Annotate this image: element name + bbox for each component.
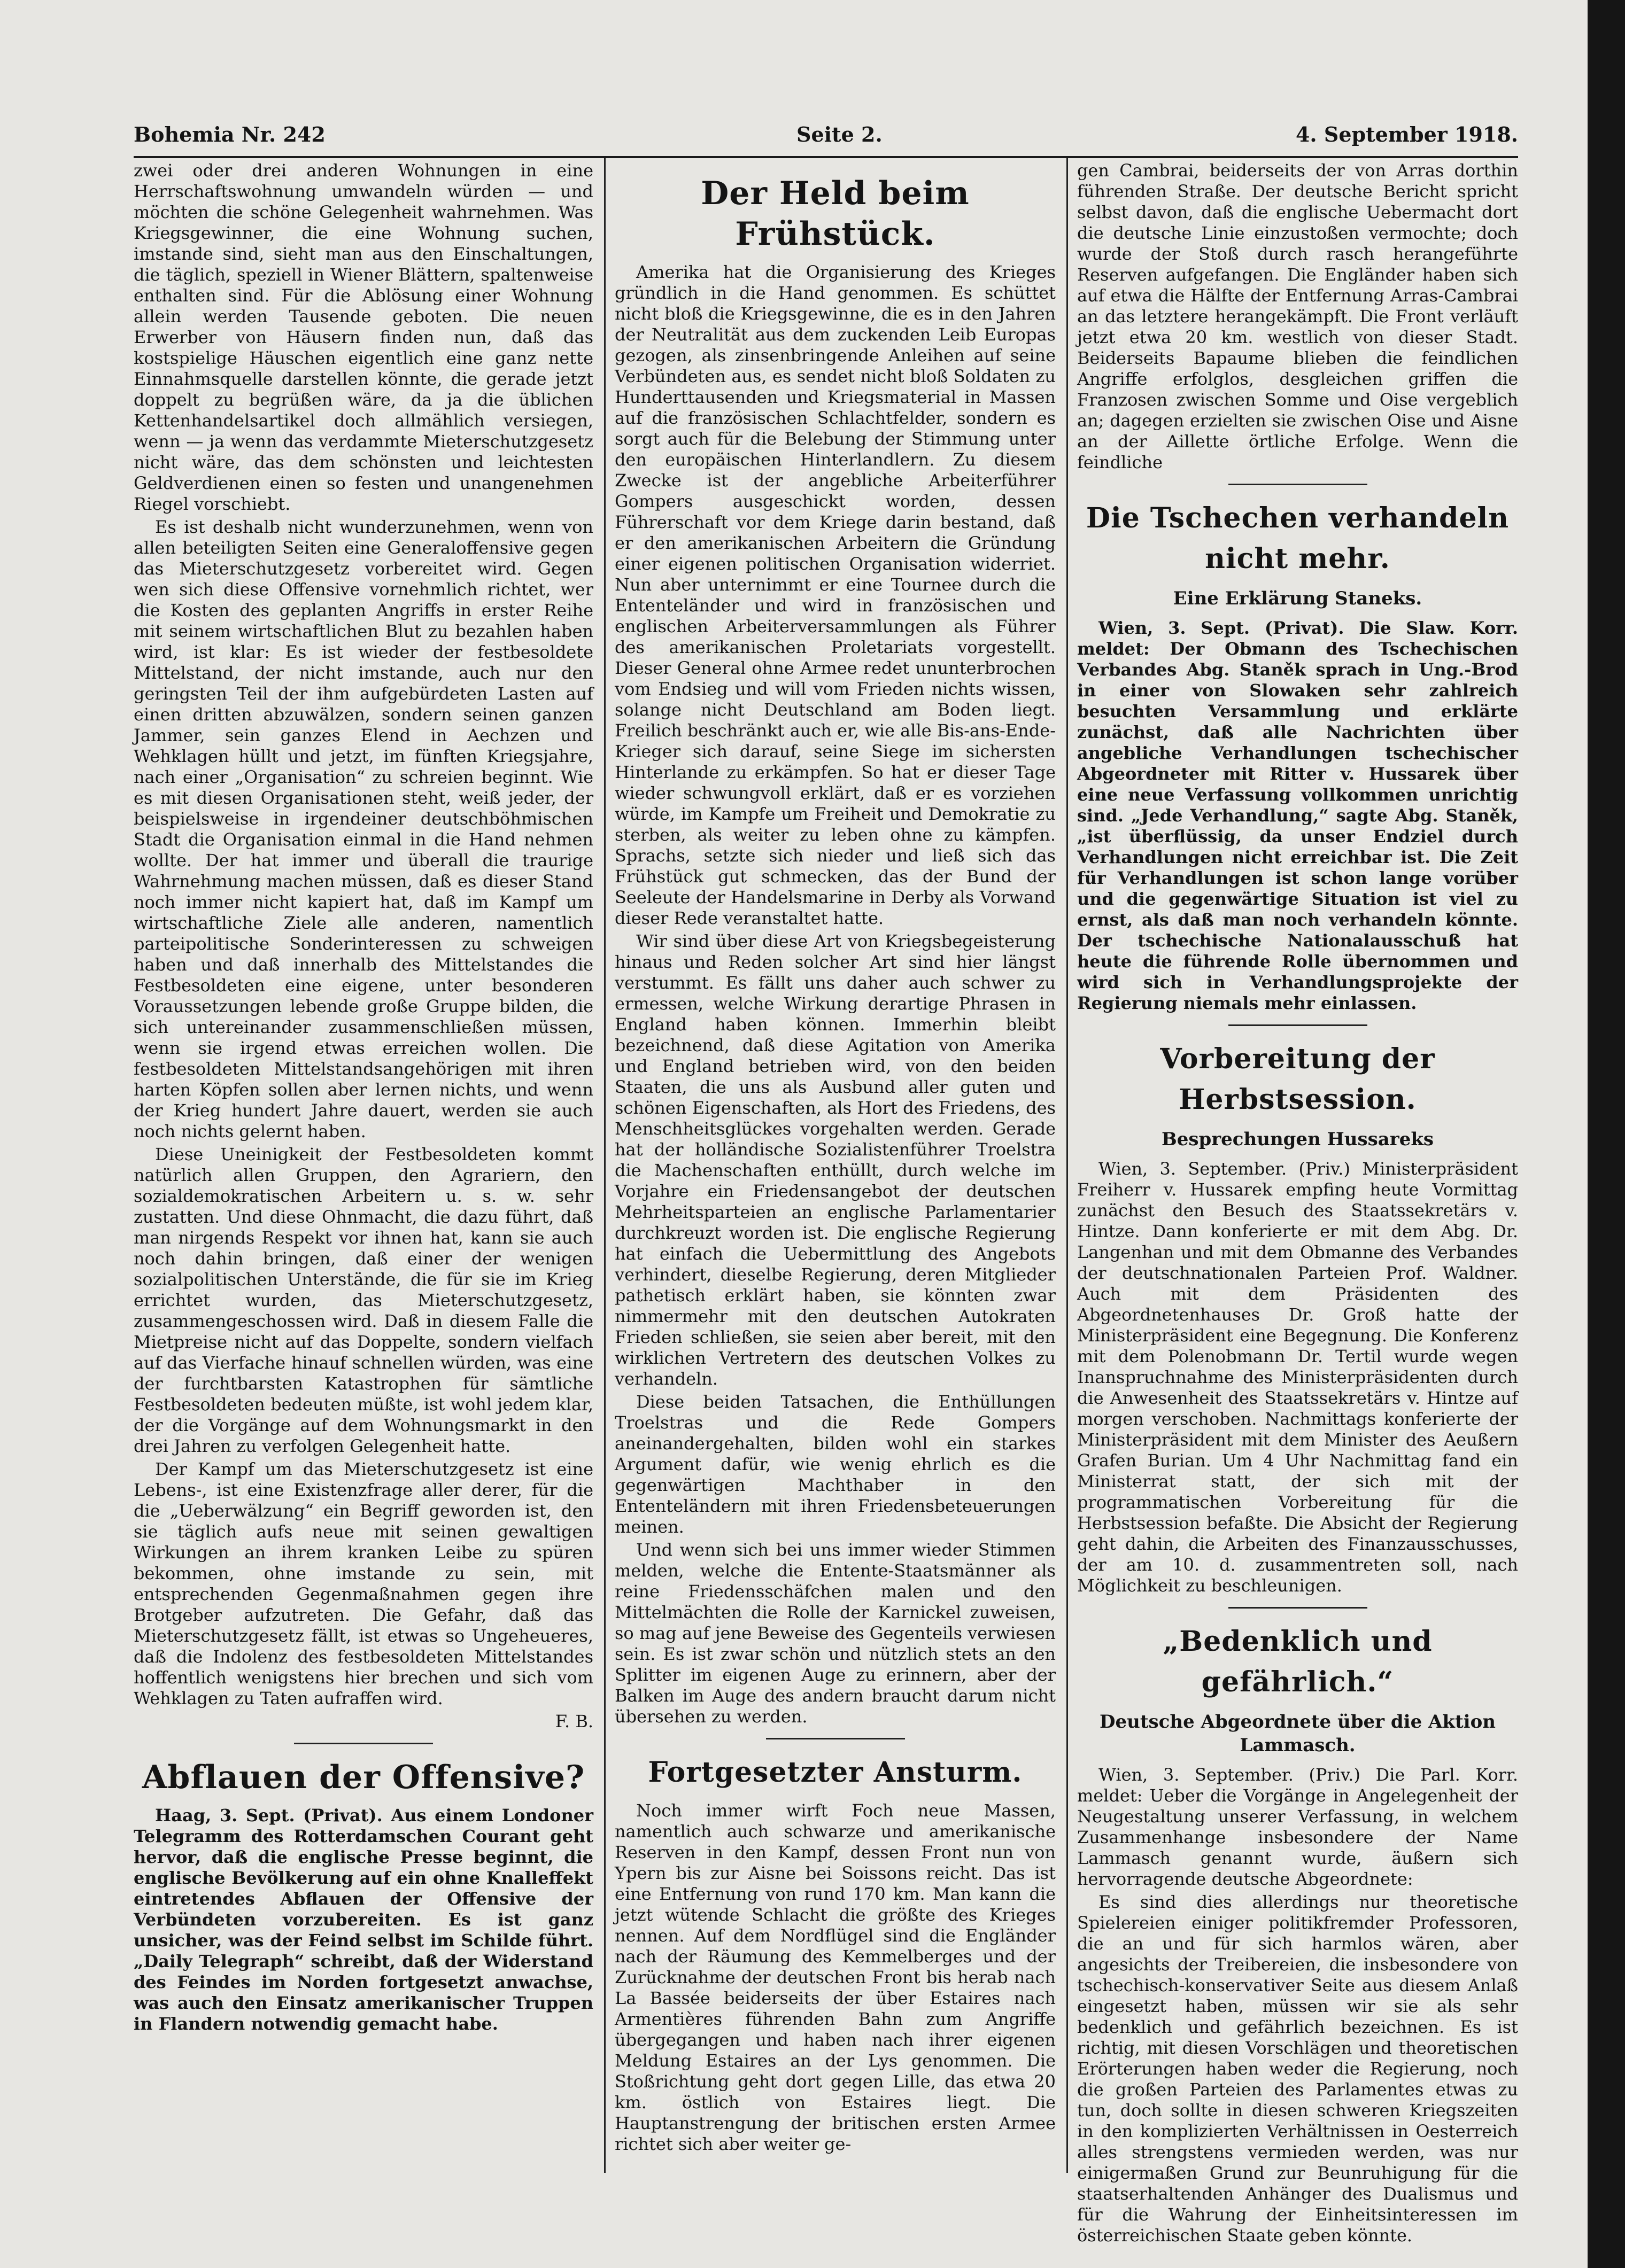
article-paragraph: Wir sind über diese Art von Kriegsbegeisterung hinaus und Reden solcher Art sind hier längst verstummt. Es fällt uns daher auch schwer zu ermessen, welche Wirkung derartige Phrasen in England haben können. Immerhin bleibt bezeichnend, daß diese Agitation von Amerika und England betrieben wird, von den beiden Staaten, die uns als Ausbund aller guten und schönen Eigenschaften, als Hort des Friedens, des Menschheitsglückes vorgehalten werden. Gerade hat der holländische Sozialistenführer Troelstra die Machenschaften enthüllt, durch welche im Vorjahre ein Friedensangebot der deutschen Mehrheitsparteien an englische Parlamentarier durchkreuzt worden ist. Die englische Regierung hat einfach die Uebermittlung des Angebots verhindert, dieselbe Regierung, deren Mitglieder pathetisch erklärt haben, sie könnten zwar nimmermehr mit den deutschen Autokraten Frieden schließen, sie seien aber bereit, mit den wirklichen Vertretern des deutschen Volkes zu verhandeln. bbox=[615, 931, 1056, 1389]
paper-title: Bohemia Nr. 242 bbox=[134, 122, 326, 146]
article-paragraph: Haag, 3. Sept. (Privat). Aus einem Londoner Telegramm des Rotterdamschen Courant geht hervor, daß die englische Presse beginnt, die englische Bevölkerung auf ein ohne Knalleffekt eintretendes Abflauen der Offensive der Verbündeten vorzubereiten. Es ist ganz unsicher, was der Feind selbst im Schilde führt. „Daily Telegraph“ schreibt, daß der Widerstand des Feindes im Norden fortgesetzt anwachse, was auch den Einsatz amerikanischer Truppen in Flandern notwendig gemacht habe. bbox=[134, 1805, 593, 2034]
article-paragraph: Der Kampf um das Mieterschutzgesetz ist eine Lebens-, ist eine Existenzfrage aller derer, für die die „Ueberwälzung“ ein Begriff geworden ist, den sie täglich aufs neue mit seinen gewaltigen Wirkungen an ihrem kranken Leibe zu spüren bekommen, ohne imstande zu sein, mit entsprechenden Gegenmaßnahmen gegen ihre Brotgeber aufzutreten. Die Gefahr, daß das Mieterschutzgesetz fällt, ist etwas so Ungeheueres, daß die Indolenz des festbesoldeten Mittelstandes hoffentlich wenigstens hier brechen und sich vom Wehklagen zu Taten aufraffen wird. bbox=[134, 1459, 593, 1708]
column-rule-2 bbox=[1066, 158, 1068, 2173]
article-paragraph: Es sind dies allerdings nur theoretische Spielereien einiger politikfremder Professoren, die an und für sich harmlos wären, aber angesichts der Treibereien, die insbesondere von tschechisch-konservativer Seite aus diesem Anlaß eingesetzt haben, müssen wir sie als sehr bedenklich und gefährlich bezeichnen. Es ist richtig, mit diesen Vorschlägen und theoretischen Erörterungen haben weder die Regierung, noch die großen Parteien des Parlamentes etwas zu tun, doch sollte in diesen schweren Kriegszeiten in den komplizierten Verhältnissen in Oesterreich alles strengstens vermieden werden, was nur einigermaßen Grund zur Beunruhigung für die staatserhaltenden Anhänger des Dualismus und für die Wahrung der Einheitsinteressen im österreichischen Staate geben könnte. bbox=[1077, 1892, 1518, 2246]
column-2 bbox=[615, 160, 1056, 2175]
headline-bedenklich: „Bedenklich und gefährlich.“ bbox=[1163, 1625, 1433, 1698]
headline-tschechen: Die Tschechen verhandeln nicht mehr. bbox=[1086, 502, 1510, 575]
subheadline-lammasch: Deutsche Abgeordnete über die Aktion Lammasch. bbox=[1099, 1711, 1496, 1756]
article-separator bbox=[1228, 484, 1367, 485]
issue-date: 4. September 1918. bbox=[1295, 122, 1518, 146]
article-paragraph: Diese beiden Tatsachen, die Enthüllungen Troelstras und die Rede Gompers aneinandergehalten, bilden wohl ein starkes Argument dafür, wie wenig ehrlich es die gegenwärtigen Machthaber in den Ententeländern mit ihren Friedensbeteuerungen meinen. bbox=[615, 1392, 1056, 1537]
article-separator bbox=[766, 1738, 905, 1739]
header-rule bbox=[134, 156, 1518, 158]
article-signature: F. B. bbox=[555, 1711, 593, 1731]
headline-ansturm: Fortgesetzter Ansturm. bbox=[648, 1756, 1023, 1789]
subheadline-hussarek: Besprechungen Hussareks bbox=[1161, 1129, 1434, 1150]
article-separator bbox=[1228, 1607, 1367, 1609]
headline-offensive: Abflauen der Offensive? bbox=[142, 1759, 585, 1796]
page-number: Seite 2. bbox=[796, 122, 883, 146]
page-header bbox=[134, 119, 1518, 151]
scan-edge bbox=[1588, 0, 1625, 2268]
article-paragraph: Wien, 3. September. (Priv.) Die Parl. Korr. meldet: Ueber die Vorgänge in Angelegenheit der Neugestaltung unserer Verfassung, in welchem Zusammenhange insbesondere der Name Lammasch genannt wurde, äußern sich hervorragende deutsche Abgeordnete: bbox=[1077, 1765, 1518, 1889]
article-paragraph: Und wenn sich bei uns immer wieder Stimmen melden, welche die Entente-Staatsmänner als reine Friedensschäfchen malen und den Mittelmächten die Rolle der Karnickel zuweisen, so mag auf jene Beweise des Gegenteils verwiesen sein. Es ist zwar schön und nützlich stets an den Splitter im eigenen Auge zu erinnern, aber der Balken im Auge des andern braucht darum nicht übersehen zu werden. bbox=[615, 1540, 1056, 1727]
article-paragraph: gen Cambrai, beiderseits der von Arras dorthin führenden Straße. Der deutsche Bericht spricht selbst davon, daß die englische Uebermacht dort die deutsche Linie einzustoßen vermochte; doch wurde der Stoß durch rasch herangeführte Reserven aufgefangen. Die Engländer haben sich auf etwa die Hälfte der Entfernung Arras-Cambrai an das letztere herangekämpft. Die Front verläuft jetzt etwa 20 km. westlich von dieser Stadt. Beiderseits Bapaume blieben die feindlichen Angriffe erfolglos, desgleichen griffen die Franzosen zwischen Somme und Oise vergeblich an; dagegen erzielten sie zwischen Oise und Aisne an der Aillette örtliche Erfolge. Wenn die feindliche bbox=[1077, 160, 1518, 472]
column-rule-1 bbox=[604, 158, 606, 2173]
column-1 bbox=[134, 160, 593, 2175]
article-paragraph: Wien, 3. September. (Priv.) Ministerpräsident Freiherr v. Hussarek empfing heute Vormittag zunächst den Besuch des Staatssekretärs v. Hintze. Dann konferierte er mit dem Abg. Dr. Langenhan und mit dem Obmanne des Verbandes der deutschnationalen Parteien Prof. Waldner. Auch mit dem Präsidenten des Abgeordnetenhauses Dr. Groß hatte der Ministerpräsident eine Begegnung. Die Konferenz mit dem Polenobmann Dr. Tertil wurde wegen Inanspruchnahme des Ministerpräsidenten durch die Anwesenheit des Staatssekretärs v. Hintze auf morgen verschoben. Nachmittags konferierte der Ministerpräsident mit dem Minister des Aeußern Grafen Burian. Um 4 Uhr Nachmittag fand ein Ministerrat statt, der sich mit der programmatischen Vorbereitung für die Herbstsession befaßte. Die Absicht der Regierung geht dahin, die Arbeiten des Finanzausschusses, der am 10. d. zusammentreten soll, nach Möglichkeit zu beschleunigen. bbox=[1077, 1159, 1518, 1596]
headline-herbstsession: Vorbereitung der Herbstsession. bbox=[1160, 1043, 1435, 1116]
article-paragraph: Es ist deshalb nicht wunderzunehmen, wenn von allen beteiligten Seiten eine Generaloffensive gegen das Mieterschutzgesetz vorbereitet wird. Gegen wen sich diese Offensive vornehmlich richtet, wer die Kosten des geplanten Angriffs in erster Reihe mit seinem wirtschaftlichen Blut zu bezahlen haben wird, ist klar: Es ist wieder der festbesoldete Mittelstand, der nicht imstande, auch nur den geringsten Teil der ihm aufgebürdeten Lasten auf einen dritten abzuwälzen, sondern seinen ganzen Jammer, sein ganzes Elend in Aechzen und Wehklagen hüllt und jetzt, im fünften Kriegsjahre, nach einer „Organisation“ zu schreien beginnt. Wie es mit diesen Organisationen steht, weiß jeder, der beispielsweise in irgendeiner deutschböhmischen Stadt die Organisation einmal in die Hand nehmen wollte. Der hat immer und überall die traurige Wahrnehmung machen müssen, daß es dieser Stand noch immer nicht kapiert hat, daß im Kampf um wirtschaftliche Ziele alle anderen, namentlich parteipolitische Sonderinteressen zu schweigen haben und daß innerhalb des Mittelstandes die Festbesoldeten eine eigene, unter besonderen Voraussetzungen lebende große Gruppe bilden, die sich untereinander zusammenschließen müssen, wenn sie irgend etwas erreichen wollen. Die festbesoldeten Mittelstandsangehörigen mit ihren harten Köpfen sollen aber lernen nichts, und wenn der Krieg hundert Jahre dauert, werden sie auch noch nichts gelernt haben. bbox=[134, 517, 593, 1141]
article-paragraph: zwei oder drei anderen Wohnungen in eine Herrschaftswohnung umwandeln würden — und möchten die schöne Gelegenheit wahrnehmen. Was Kriegsgewinner, die eine Wohnung suchen, imstande sind, sieht man aus den Einschaltungen, die täglich, speziell in Wiener Blättern, spaltenweise enthalten sind. Für die Ablösung einer Wohnung allein werden Tausende geboten. Die neuen Erwerber von Häusern finden nun, daß das kostspielige Häuschen eigentlich eine ganz nette Einnahmsquelle darstellen könnte, die gerade jetzt doppelt zu begrüßen wäre, da ja die üblichen Kettenhandelsartikel doch allmählich versiegen, wenn — ja wenn das verdammte Mieterschutzgesetz nicht wäre, das dem schönsten und leichtesten Geldverdienen einen so festen und unangenehmen Riegel vorschiebt. bbox=[134, 160, 593, 514]
article-paragraph: Noch immer wirft Foch neue Massen, namentlich auch schwarze und amerikanische Reserven in den Kampf, dessen Front nun von Ypern bis zur Aisne bei Soissons reicht. Das ist eine Entfernung von rund 170 km. Man kann die jetzt wütende Schlacht die größte des Krieges nennen. Auf dem Nordflügel sind die Engländer nach der Räumung des Kemmelberges und der Zurücknahme der deutschen Front bis herab nach La Bassée beiderseits der über Estaires nach Armentières führenden Bahn zum Angriffe übergegangen und haben nach ihrer eigenen Meldung Estaires an der Lys genommen. Die Stoßrichtung geht dort gegen Lille, das etwa 20 km. östlich von Estaires liegt. Die Hauptanstrengung der britischen ersten Armee richtet sich aber weiter ge- bbox=[615, 1800, 1056, 2154]
headline-held-fruehstueck: Der Held beim Frühstück. bbox=[701, 175, 970, 253]
article-separator bbox=[294, 1743, 433, 1744]
article-paragraph: Amerika hat die Organisierung des Krieges gründlich in die Hand genommen. Es schüttet nicht bloß die Kriegsgewinne, die es in den Jahren der Neutralität aus dem zuckenden Leib Europas gezogen, als zinsenbringende Anleihen auf seine Verbündeten aus, es sendet nicht bloß Soldaten zu Hunderttausenden und Kriegsmaterial in Massen auf die französischen Schlachtfelder, sondern es sorgt auch für die Belebung der Stimmung unter den europäischen Hinterlandlern. Zu diesem Zwecke ist der angebliche Arbeiterführer Gompers ausgeschickt worden, dessen Führerschaft vor dem Kriege darin bestand, daß er den amerikanischen Arbeitern die Gründung einer eigenen politischen Organisation widerriet. Nun aber unternimmt er eine Tournee durch die Ententeländer und wird in französischen und englischen Arbeiterversammlungen als Führer des amerikanischen Proletariats vorgestellt. Dieser General ohne Armee redet ununterbrochen vom Endsieg und will vom Frieden nichts wissen, solange nicht Deutschland am Boden liegt. Freilich beschränkt auch er, wie alle Bis-ans-Ende-Krieger sich darauf, seine Siege im sichersten Hinterlande zu erkämpfen. So hat er dieser Tage wieder schwungvoll erklärt, daß er es vorziehen würde, im Kampfe um Freiheit und Demokratie zu sterben, als weiter zu leben ohne zu kämpfen. Sprachs, setzte sich nieder und ließ sich das Frühstück gut schmecken, das der Bund der Seeleute der Handelsmarine in Derby als Vorwand dieser Rede veranstaltet hatte. bbox=[615, 262, 1056, 928]
article-separator bbox=[1228, 1024, 1367, 1026]
subheadline-stanek: Eine Erklärung Staneks. bbox=[1173, 588, 1422, 609]
article-paragraph: Wien, 3. Sept. (Privat). Die Slaw. Korr. meldet: Der Obmann des Tschechischen Verbandes Abg. Staněk sprach in Ung.-Brod in einer von Slowaken sehr zahlreich besuchten Versammlung und erklärte zunächst, daß alle Nachrichten über angebliche Verhandlungen tschechischer Abgeordneter mit Ritter v. Hussarek über eine neue Verfassung vollkommen unrichtig sind. „Jede Verhandlung,“ sagte Abg. Staněk, „ist überflüssig, da unser Endziel durch Verhandlungen nicht erreichbar ist. Die Zeit für Verhandlungen ist schon lange vorüber und die gegenwärtige Situation ist viel zu ernst, als daß man noch verhandeln könnte. Der tschechische Nationalausschuß hat heute die führende Rolle übernommen und wird sich in Verhandlungsprojekte der Regierung niemals mehr einlassen. bbox=[1077, 618, 1518, 1013]
column-3 bbox=[1077, 160, 1518, 2246]
article-paragraph: Diese Uneinigkeit der Festbesoldeten kommt natürlich allen Gruppen, den Agrariern, den sozialdemokratischen Arbeitern u. s. w. sehr zustatten. Und diese Ohnmacht, die dazu führt, daß man nirgends Respekt vor ihnen hat, kann sie auch noch dahin bringen, daß einer der wenigen sozialpolitischen Unterstände, die für sie im Krieg errichtet wurden, das Mieterschutzgesetz, zusammengeschossen wird. Daß in diesem Falle die Mietpreise nicht auf das Doppelte, sondern vielfach auf das Vierfache hinauf schnellen würden, was eine der furchtbarsten Katastrophen für sämtliche Festbesoldeten bedeuten müßte, ist wohl jedem klar, der die Vorgänge auf dem Wohnungsmarkt in den drei Jahren zu verfolgen Gelegenheit hatte. bbox=[134, 1144, 593, 1456]
